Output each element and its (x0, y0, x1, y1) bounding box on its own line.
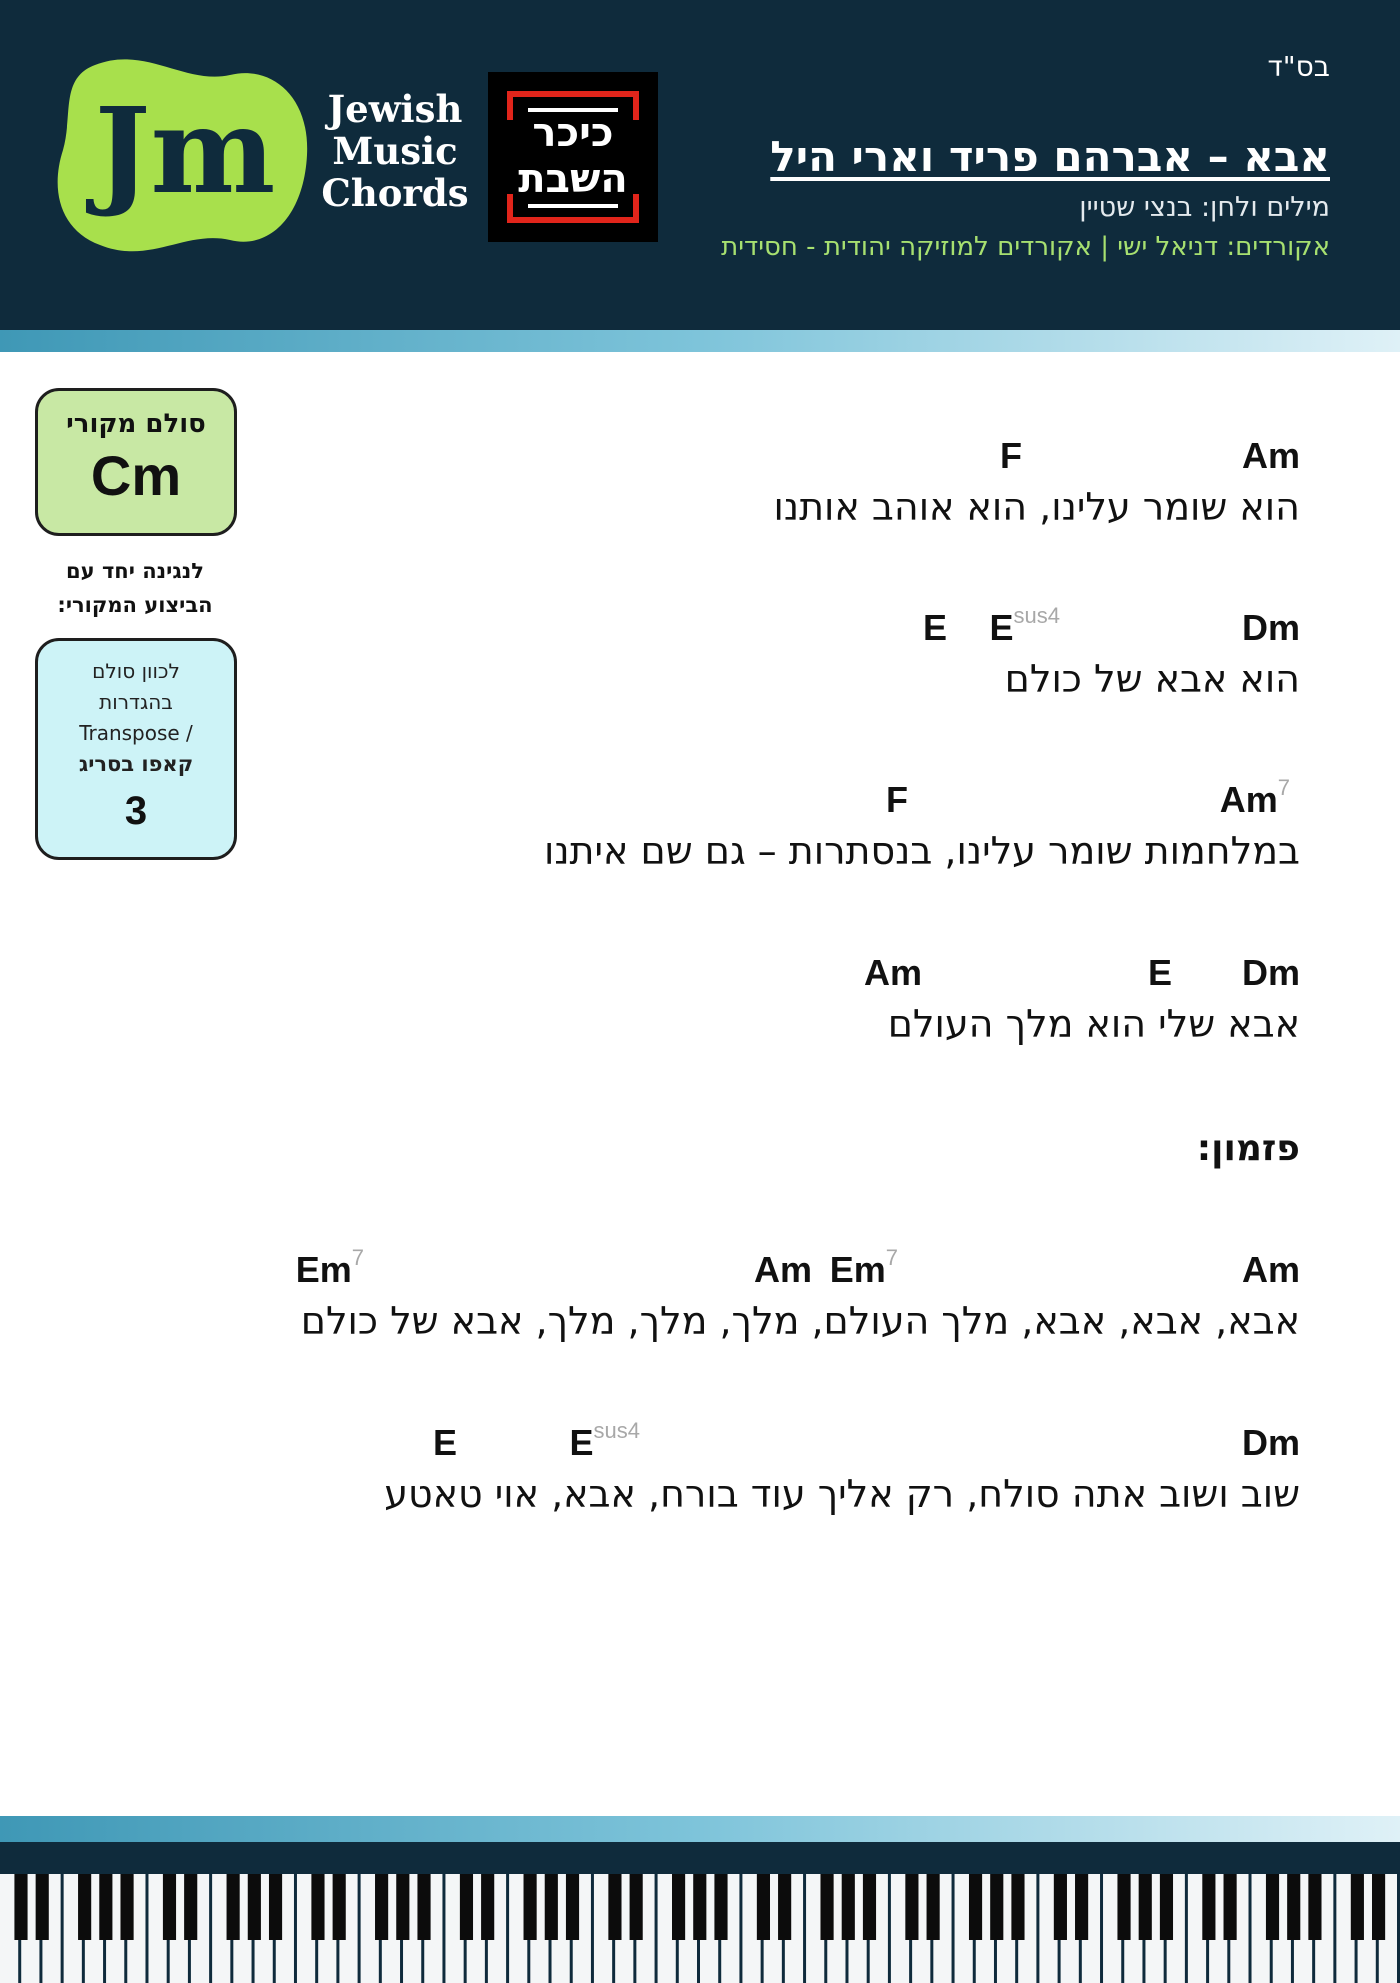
logo-jm-letters: Jm (94, 81, 276, 220)
kikar-hashabat-logo (488, 72, 658, 242)
chord[interactable]: Am (753, 1249, 812, 1290)
black-key (1308, 1874, 1321, 1940)
black-key (227, 1874, 240, 1940)
black-key (120, 1874, 133, 1940)
black-key (714, 1874, 727, 1940)
black-key (927, 1874, 940, 1940)
jm-guitar-logo (55, 50, 315, 260)
lyric-line: אבא שלי הוא מלך העולם (887, 1002, 1300, 1046)
black-key (1351, 1874, 1364, 1940)
black-key (969, 1874, 982, 1940)
chord[interactable]: F (886, 779, 908, 820)
song-line (230, 435, 1300, 545)
black-key (1075, 1874, 1088, 1940)
black-key (311, 1874, 324, 1940)
black-key (99, 1874, 112, 1940)
black-key (1202, 1874, 1215, 1940)
black-key (333, 1874, 346, 1940)
bsd-mark: בס"ד (1267, 50, 1330, 83)
black-key (163, 1874, 176, 1940)
black-key (269, 1874, 282, 1940)
black-key (566, 1874, 579, 1940)
lyric-line: אבא, אבא, אבא, מלך העולם, מלך, מלך, מלך, אבא של כולם (300, 1299, 1300, 1343)
lyric-line: במלחמות שומר עלינו, בנסתרות – גם שם איתנו (543, 829, 1300, 873)
logo-word-chords: Chords (321, 171, 469, 215)
lyric-line: שוב ושוב אתה סולח, רק אליך עוד בורח, אבא, אוי טאטע (384, 1472, 1300, 1516)
lyric-line: הוא אבא של כולם (1004, 657, 1300, 701)
black-key (417, 1874, 430, 1940)
black-key (842, 1874, 855, 1940)
black-key (248, 1874, 261, 1940)
chord[interactable]: E (922, 607, 947, 648)
piano-keys-icon (0, 1874, 1400, 1983)
capo-line-2: בהגדרות (99, 690, 173, 714)
capo-line-1: לכוון סולם (92, 659, 180, 683)
logo-wordmark (320, 88, 470, 214)
black-key (1160, 1874, 1173, 1940)
original-key-label: סולם מקורי (66, 409, 206, 439)
lyric-line: הוא שומר עלינו, הוא אוהב אותנו (773, 485, 1300, 529)
chord[interactable]: Em$^7$ (295, 1245, 364, 1290)
chord[interactable]: Am (863, 952, 922, 993)
transpose-label: / Transpose (79, 721, 193, 745)
song-line (230, 775, 1300, 889)
chord[interactable]: Dm (1241, 952, 1300, 993)
chord[interactable]: Am (1241, 435, 1300, 476)
play-note-line-1: לנגינה יחד עם (66, 559, 204, 583)
footer-divider (0, 1816, 1400, 1842)
black-key (1372, 1874, 1385, 1940)
chorus-line (230, 1418, 1300, 1532)
black-key (757, 1874, 770, 1940)
chords-credit-link[interactable]: אקורדים: דניאל ישי | אקורדים למוזיקה יהודית - חסידית (721, 232, 1330, 262)
chord[interactable]: Am (1241, 1249, 1300, 1290)
chorus-line (230, 1245, 1300, 1359)
original-key-box (35, 388, 237, 536)
black-key (375, 1874, 388, 1940)
black-key (481, 1874, 494, 1940)
capo-fret-value: 3 (124, 789, 148, 833)
black-key (460, 1874, 473, 1940)
black-key (1266, 1874, 1279, 1940)
play-note-line-2: הביצוע המקורי: (57, 593, 213, 617)
chord[interactable]: Am$^7$ (1219, 775, 1290, 820)
chorus-heading: פזמון: (1196, 1128, 1300, 1169)
chord[interactable]: Dm (1241, 1422, 1300, 1463)
song-title[interactable]: אבא – אברהם פריד וארי היל (770, 132, 1330, 181)
black-key (524, 1874, 537, 1940)
header-banner (0, 0, 1400, 330)
black-key (545, 1874, 558, 1940)
black-key (184, 1874, 197, 1940)
black-key (672, 1874, 685, 1940)
original-key-value: Cm (90, 444, 182, 507)
black-key (36, 1874, 49, 1940)
piano-footer (0, 1842, 1400, 1983)
black-key (1224, 1874, 1237, 1940)
black-key (630, 1874, 643, 1940)
kikar-word-2: השבת (518, 156, 628, 202)
header-divider (0, 330, 1400, 352)
black-key (14, 1874, 27, 1940)
play-along-note (30, 554, 240, 622)
black-key (820, 1874, 833, 1940)
capo-fret-label: קאפו בסריג (78, 752, 194, 776)
black-key (863, 1874, 876, 1940)
chord[interactable]: E (432, 1422, 457, 1463)
chord[interactable]: Em$^7$ (829, 1245, 898, 1290)
kikar-word-1: כיכר (532, 110, 614, 156)
logo-word-music: Music (332, 129, 458, 173)
capo-box (35, 638, 237, 860)
black-key (608, 1874, 621, 1940)
black-key (396, 1874, 409, 1940)
black-key (905, 1874, 918, 1940)
black-key (1054, 1874, 1067, 1940)
chord[interactable]: Dm (1241, 607, 1300, 648)
chord[interactable]: $E^{sus4}$ (569, 1418, 640, 1463)
black-key (693, 1874, 706, 1940)
black-key (1139, 1874, 1152, 1940)
black-key (1011, 1874, 1024, 1940)
logo-word-jewish: Jewish (327, 87, 463, 131)
chord[interactable]: $E^{sus4}$ (989, 603, 1060, 648)
song-line (230, 952, 1300, 1062)
black-key (1287, 1874, 1300, 1940)
song-credits: מילים ולחן: בנצי שטיין (1079, 192, 1330, 223)
song-line (230, 603, 1300, 717)
chord[interactable]: E (1147, 952, 1172, 993)
chord[interactable]: F (1000, 435, 1022, 476)
black-key (990, 1874, 1003, 1940)
black-key (78, 1874, 91, 1940)
black-key (778, 1874, 791, 1940)
black-key (1117, 1874, 1130, 1940)
